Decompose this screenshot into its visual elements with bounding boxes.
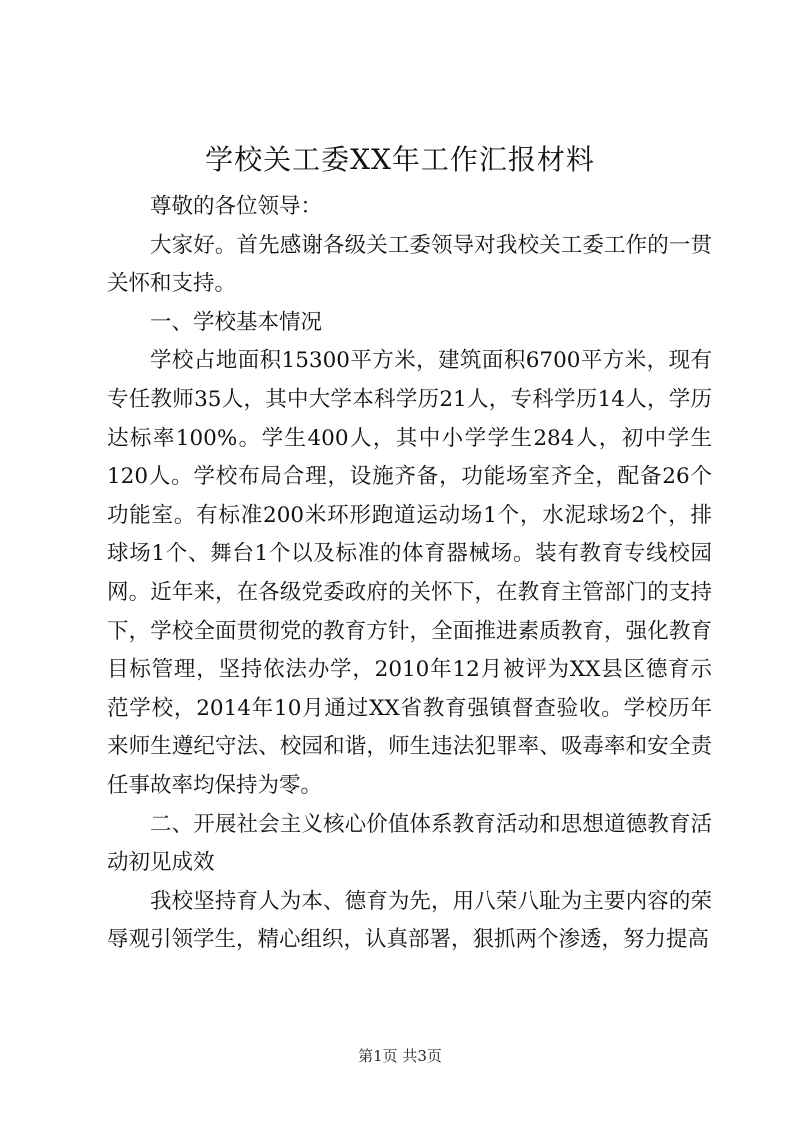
- page-number-footer: 第1页 共3页: [358, 1047, 442, 1065]
- school-overview-paragraph: 学校占地面积15300平方米，建筑面积6700平方米，现有专任教师35人，其中大学本科学历21人，专科学历14人，学历达标率100%。学生400人，其中小学学生284人，初中学生120人。学校布局合理，设施齐备，功能场室齐全，配备26个功能室。有标准200米环形跑道运动场1个，水泥球场2个，排球场1个、舞台1个以及标准的体育器械场。装有教育专线校园网。近年来，在各级党委政府的关怀下，在教育主管部门的支持下，学校全面贯彻党的教育方针，全面推进素质教育，强化教育目标管理，坚持依法办学，2010年12月被评为XX县区德育示范学校，2014年10月通过XX省教育强镇督查验收。学校历年来师生遵纪守法、校园和谐，师生违法犯罪率、吸毒率和安全责任事故率均保持为零。: [107, 348, 712, 798]
- salutation: 尊敬的各位领导：: [150, 194, 323, 219]
- document-title: 学校关工委XX年工作汇报材料: [205, 143, 595, 176]
- section-heading-2: 二、开展社会主义核心价值体系教育活动和思想道德教育活动初见成效: [107, 811, 712, 876]
- moral-education-paragraph: 我校坚持育人为本、德育为先，用八荣八耻为主要内容的荣辱观引领学生，精心组织，认真部署，狠抓两个渗透，努力提高: [107, 888, 712, 953]
- document-body: [107, 188, 712, 960]
- section-heading-1: 一、学校基本情况: [150, 309, 323, 335]
- greeting-paragraph: 大家好。首先感谢各级关工委领导对我校关工委工作的一贯关怀和支持。: [107, 232, 712, 297]
